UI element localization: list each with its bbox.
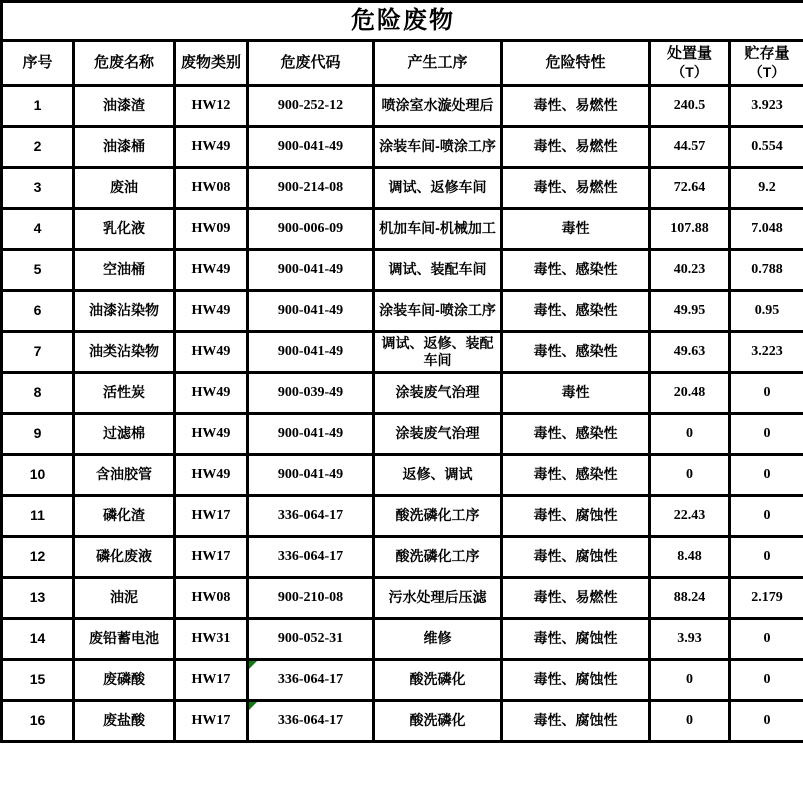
header-row bbox=[2, 41, 803, 86]
cell-process: 污水处理后压滤 bbox=[374, 578, 502, 619]
cell-storage: 0 bbox=[730, 701, 803, 742]
cell-no: 2 bbox=[2, 127, 74, 168]
cell-hazard: 毒性、感染性 bbox=[502, 291, 650, 332]
table-row bbox=[2, 209, 803, 250]
cell-disposal: 0 bbox=[650, 660, 730, 701]
cell-name: 过滤棉 bbox=[74, 414, 175, 455]
table-row bbox=[2, 660, 803, 701]
cell-name: 磷化废液 bbox=[74, 537, 175, 578]
cell-code: 900-052-31 bbox=[248, 619, 374, 660]
cell-category: HW49 bbox=[175, 373, 248, 414]
cell-disposal: 3.93 bbox=[650, 619, 730, 660]
cell-name: 油漆沾染物 bbox=[74, 291, 175, 332]
cell-process: 涂装车间-喷涂工序 bbox=[374, 127, 502, 168]
col-header-storage-unit: （T） bbox=[748, 63, 786, 80]
cell-name: 活性炭 bbox=[74, 373, 175, 414]
cell-process: 酸洗磷化工序 bbox=[374, 537, 502, 578]
col-header-name: 危废名称 bbox=[74, 41, 175, 86]
error-marker-triangle bbox=[249, 702, 257, 710]
cell-hazard: 毒性、感染性 bbox=[502, 250, 650, 291]
cell-category: HW49 bbox=[175, 455, 248, 496]
cell-category: HW17 bbox=[175, 496, 248, 537]
col-header-disposal bbox=[650, 41, 730, 86]
cell-no: 11 bbox=[2, 496, 74, 537]
cell-category: HW49 bbox=[175, 291, 248, 332]
table-row bbox=[2, 537, 803, 578]
cell-disposal: 72.64 bbox=[650, 168, 730, 209]
cell-no: 13 bbox=[2, 578, 74, 619]
cell-name: 废铅蓄电池 bbox=[74, 619, 175, 660]
table-row bbox=[2, 373, 803, 414]
cell-process: 涂装废气治理 bbox=[374, 414, 502, 455]
cell-storage: 0 bbox=[730, 455, 803, 496]
cell-name: 油漆桶 bbox=[74, 127, 175, 168]
cell-code bbox=[248, 660, 374, 701]
table-row bbox=[2, 414, 803, 455]
cell-process: 喷涂室水漩处理后 bbox=[374, 86, 502, 127]
cell-process: 涂装废气治理 bbox=[374, 373, 502, 414]
col-header-storage bbox=[730, 41, 803, 86]
cell-no: 3 bbox=[2, 168, 74, 209]
cell-code: 900-214-08 bbox=[248, 168, 374, 209]
cell-code: 900-210-08 bbox=[248, 578, 374, 619]
error-marker-triangle bbox=[249, 661, 257, 669]
cell-code bbox=[248, 701, 374, 742]
cell-disposal: 40.23 bbox=[650, 250, 730, 291]
cell-no: 8 bbox=[2, 373, 74, 414]
cell-no: 10 bbox=[2, 455, 74, 496]
cell-disposal: 107.88 bbox=[650, 209, 730, 250]
cell-category: HW17 bbox=[175, 701, 248, 742]
cell-code: 900-006-09 bbox=[248, 209, 374, 250]
cell-no: 16 bbox=[2, 701, 74, 742]
page-title: 危险废物 bbox=[2, 2, 803, 41]
cell-process: 酸洗磷化工序 bbox=[374, 496, 502, 537]
cell-code-text: 336-064-17 bbox=[277, 713, 344, 729]
cell-disposal: 49.63 bbox=[650, 332, 730, 373]
col-header-disposal-label: 处置量 bbox=[666, 44, 712, 62]
table-row bbox=[2, 455, 803, 496]
table-row bbox=[2, 619, 803, 660]
cell-code: 900-041-49 bbox=[248, 250, 374, 291]
cell-disposal: 0 bbox=[650, 701, 730, 742]
cell-hazard: 毒性、腐蚀性 bbox=[502, 619, 650, 660]
col-header-disposal-unit: （T） bbox=[671, 63, 708, 80]
cell-disposal: 0 bbox=[650, 455, 730, 496]
cell-process: 机加车间-机械加工 bbox=[374, 209, 502, 250]
cell-process: 调试、装配车间 bbox=[374, 250, 502, 291]
cell-process: 调试、返修、装配车间 bbox=[374, 332, 502, 373]
cell-storage: 3.223 bbox=[730, 332, 803, 373]
cell-disposal: 8.48 bbox=[650, 537, 730, 578]
cell-code: 900-252-12 bbox=[248, 86, 374, 127]
cell-storage: 9.2 bbox=[730, 168, 803, 209]
cell-process: 涂装车间-喷涂工序 bbox=[374, 291, 502, 332]
table-row bbox=[2, 86, 803, 127]
cell-disposal: 22.43 bbox=[650, 496, 730, 537]
cell-category: HW08 bbox=[175, 578, 248, 619]
table-row bbox=[2, 168, 803, 209]
cell-name: 油泥 bbox=[74, 578, 175, 619]
cell-no: 4 bbox=[2, 209, 74, 250]
cell-storage: 0 bbox=[730, 373, 803, 414]
table-row bbox=[2, 496, 803, 537]
table-row bbox=[2, 332, 803, 373]
cell-code: 900-041-49 bbox=[248, 291, 374, 332]
cell-disposal: 44.57 bbox=[650, 127, 730, 168]
table-row bbox=[2, 291, 803, 332]
cell-hazard: 毒性、腐蚀性 bbox=[502, 660, 650, 701]
cell-name: 油漆渣 bbox=[74, 86, 175, 127]
table-row bbox=[2, 127, 803, 168]
cell-hazard: 毒性、腐蚀性 bbox=[502, 701, 650, 742]
table-row bbox=[2, 578, 803, 619]
cell-code: 900-041-49 bbox=[248, 414, 374, 455]
cell-code: 900-039-49 bbox=[248, 373, 374, 414]
cell-process: 酸洗磷化 bbox=[374, 660, 502, 701]
cell-storage: 0.788 bbox=[730, 250, 803, 291]
col-header-storage-label: 贮存量 bbox=[744, 44, 790, 62]
cell-name: 废磷酸 bbox=[74, 660, 175, 701]
cell-code: 336-064-17 bbox=[248, 537, 374, 578]
cell-storage: 3.923 bbox=[730, 86, 803, 127]
cell-storage: 0 bbox=[730, 537, 803, 578]
cell-no: 1 bbox=[2, 86, 74, 127]
cell-disposal: 88.24 bbox=[650, 578, 730, 619]
cell-name: 油类沾染物 bbox=[74, 332, 175, 373]
cell-disposal: 0 bbox=[650, 414, 730, 455]
cell-storage: 2.179 bbox=[730, 578, 803, 619]
cell-code: 900-041-49 bbox=[248, 455, 374, 496]
cell-category: HW08 bbox=[175, 168, 248, 209]
cell-category: HW12 bbox=[175, 86, 248, 127]
cell-name: 含油胶管 bbox=[74, 455, 175, 496]
cell-category: HW49 bbox=[175, 332, 248, 373]
cell-storage: 0.554 bbox=[730, 127, 803, 168]
cell-process: 返修、调试 bbox=[374, 455, 502, 496]
cell-code: 900-041-49 bbox=[248, 127, 374, 168]
col-header-code: 危废代码 bbox=[248, 41, 374, 86]
cell-name: 废油 bbox=[74, 168, 175, 209]
cell-no: 6 bbox=[2, 291, 74, 332]
cell-storage: 0.95 bbox=[730, 291, 803, 332]
cell-category: HW31 bbox=[175, 619, 248, 660]
cell-process: 酸洗磷化 bbox=[374, 701, 502, 742]
cell-hazard: 毒性、易燃性 bbox=[502, 578, 650, 619]
cell-hazard: 毒性 bbox=[502, 209, 650, 250]
cell-disposal: 20.48 bbox=[650, 373, 730, 414]
cell-hazard: 毒性、易燃性 bbox=[502, 168, 650, 209]
cell-name: 空油桶 bbox=[74, 250, 175, 291]
cell-category: HW49 bbox=[175, 127, 248, 168]
cell-code-text: 336-064-17 bbox=[277, 672, 344, 688]
cell-storage: 7.048 bbox=[730, 209, 803, 250]
cell-disposal: 49.95 bbox=[650, 291, 730, 332]
cell-process: 维修 bbox=[374, 619, 502, 660]
table-row bbox=[2, 701, 803, 742]
col-header-hazard: 危险特性 bbox=[502, 41, 650, 86]
cell-name: 乳化液 bbox=[74, 209, 175, 250]
cell-storage: 0 bbox=[730, 496, 803, 537]
cell-no: 9 bbox=[2, 414, 74, 455]
cell-category: HW49 bbox=[175, 250, 248, 291]
cell-category: HW09 bbox=[175, 209, 248, 250]
cell-code: 336-064-17 bbox=[248, 496, 374, 537]
cell-name: 磷化渣 bbox=[74, 496, 175, 537]
cell-name: 废盐酸 bbox=[74, 701, 175, 742]
col-header-category: 废物类别 bbox=[175, 41, 248, 86]
title-row bbox=[2, 2, 803, 41]
cell-no: 15 bbox=[2, 660, 74, 701]
cell-hazard: 毒性、易燃性 bbox=[502, 86, 650, 127]
col-header-process: 产生工序 bbox=[374, 41, 502, 86]
cell-hazard: 毒性、易燃性 bbox=[502, 127, 650, 168]
table-row bbox=[2, 250, 803, 291]
cell-storage: 0 bbox=[730, 414, 803, 455]
cell-no: 12 bbox=[2, 537, 74, 578]
cell-category: HW17 bbox=[175, 660, 248, 701]
cell-process: 调试、返修车间 bbox=[374, 168, 502, 209]
cell-no: 14 bbox=[2, 619, 74, 660]
cell-hazard: 毒性 bbox=[502, 373, 650, 414]
cell-no: 5 bbox=[2, 250, 74, 291]
cell-hazard: 毒性、腐蚀性 bbox=[502, 496, 650, 537]
cell-disposal: 240.5 bbox=[650, 86, 730, 127]
cell-storage: 0 bbox=[730, 660, 803, 701]
cell-code: 900-041-49 bbox=[248, 332, 374, 373]
cell-hazard: 毒性、腐蚀性 bbox=[502, 537, 650, 578]
cell-category: HW17 bbox=[175, 537, 248, 578]
cell-category: HW49 bbox=[175, 414, 248, 455]
cell-no: 7 bbox=[2, 332, 74, 373]
col-header-no: 序号 bbox=[2, 41, 74, 86]
cell-hazard: 毒性、感染性 bbox=[502, 332, 650, 373]
cell-hazard: 毒性、感染性 bbox=[502, 455, 650, 496]
cell-hazard: 毒性、感染性 bbox=[502, 414, 650, 455]
cell-storage: 0 bbox=[730, 619, 803, 660]
